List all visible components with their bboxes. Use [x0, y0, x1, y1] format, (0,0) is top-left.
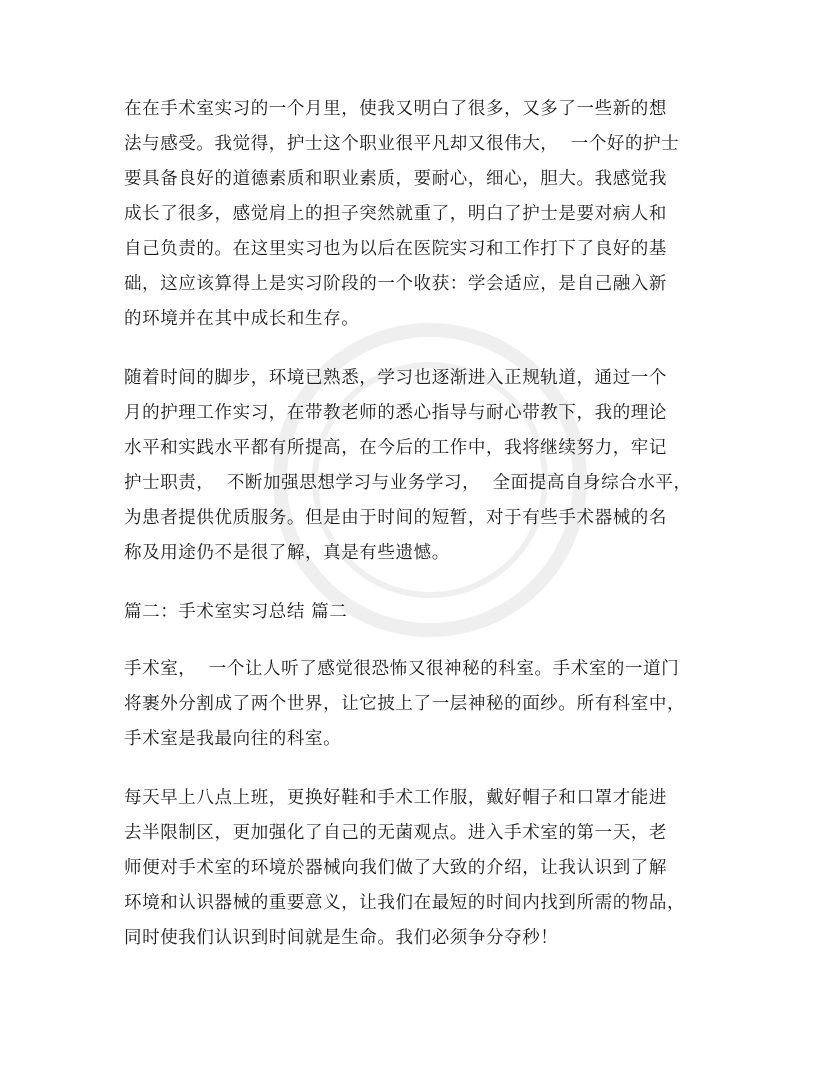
text-line: 础，这应该算得上是实习阶段的一个收获：学会适应，是自己融入新 — [124, 274, 667, 294]
paragraph-1 — [124, 92, 714, 337]
text-line: 去半限制区，更加强化了自己的无菌观点。进入手术室的第一天，老 — [124, 823, 667, 843]
text-line: 成长了很多，感觉肩上的担子突然就重了，明白了护士是要对病人和 — [124, 204, 667, 224]
text-line: 水平和实践水平都有所提高，在今后的工作中，我将继续努力，牢记 — [124, 438, 667, 458]
text-line: 法与感受。我觉得，护士这个职业很平凡却又很伟大， 一个好的护士 — [124, 134, 680, 154]
paragraph-2 — [124, 361, 714, 571]
text-line: 每天早上八点上班，更换好鞋和手术工作服，戴好帽子和口罩才能进 — [124, 788, 667, 808]
text-line: 称及用途仍不是很了解，真是有些遗憾。 — [124, 543, 450, 563]
text-line: 手术室是我最向往的科室。 — [124, 729, 342, 749]
text-line: 随着时间的脚步，环境已熟悉，学习也逐渐进入正规轨道，通过一个 — [124, 368, 667, 388]
text-line: 为患者提供优质服务。但是由于时间的短暂，对于有些手术器械的名 — [124, 508, 667, 528]
text-line: 护士职责， 不断加强思想学习与业务学习， 全面提高自身综合水平， — [124, 473, 692, 493]
text-line: 月的护理工作实习，在带教老师的悉心指导与耐心带教下，我的理论 — [124, 403, 667, 423]
text-line: 手术室， 一个让人听了感觉很恐怖又很神秘的科室。手术室的一道门 — [124, 659, 680, 679]
document-body — [124, 92, 714, 980]
text-line: 要具备良好的道德素质和职业素质，要耐心，细心，胆大。我感觉我 — [124, 169, 667, 189]
text-line: 的环境并在其中成长和生存。 — [124, 309, 360, 329]
section-heading: 篇二：手术室实习总结 篇二 — [124, 602, 348, 622]
paragraph-4 — [124, 781, 714, 956]
text-line: 环境和认识器械的重要意义，让我们在最短的时间内找到所需的物品， — [124, 893, 686, 913]
text-line: 师便对手术室的环境於器械向我们做了大致的介绍，让我认识到了解 — [124, 858, 667, 878]
text-line: 同时使我们认识到时间就是生命。我们必须争分夺秒！ — [124, 928, 559, 948]
text-line: 自己负责的。在这里实习也为以后在医院实习和工作打下了良好的基 — [124, 239, 667, 259]
text-line: 在在手术室实习的一个月里，使我又明白了很多，又多了一些新的想 — [124, 99, 667, 119]
text-line: 将裹外分割成了两个世界，让它披上了一层神秘的面纱。所有科室中， — [124, 694, 686, 714]
paragraph-3 — [124, 652, 714, 757]
